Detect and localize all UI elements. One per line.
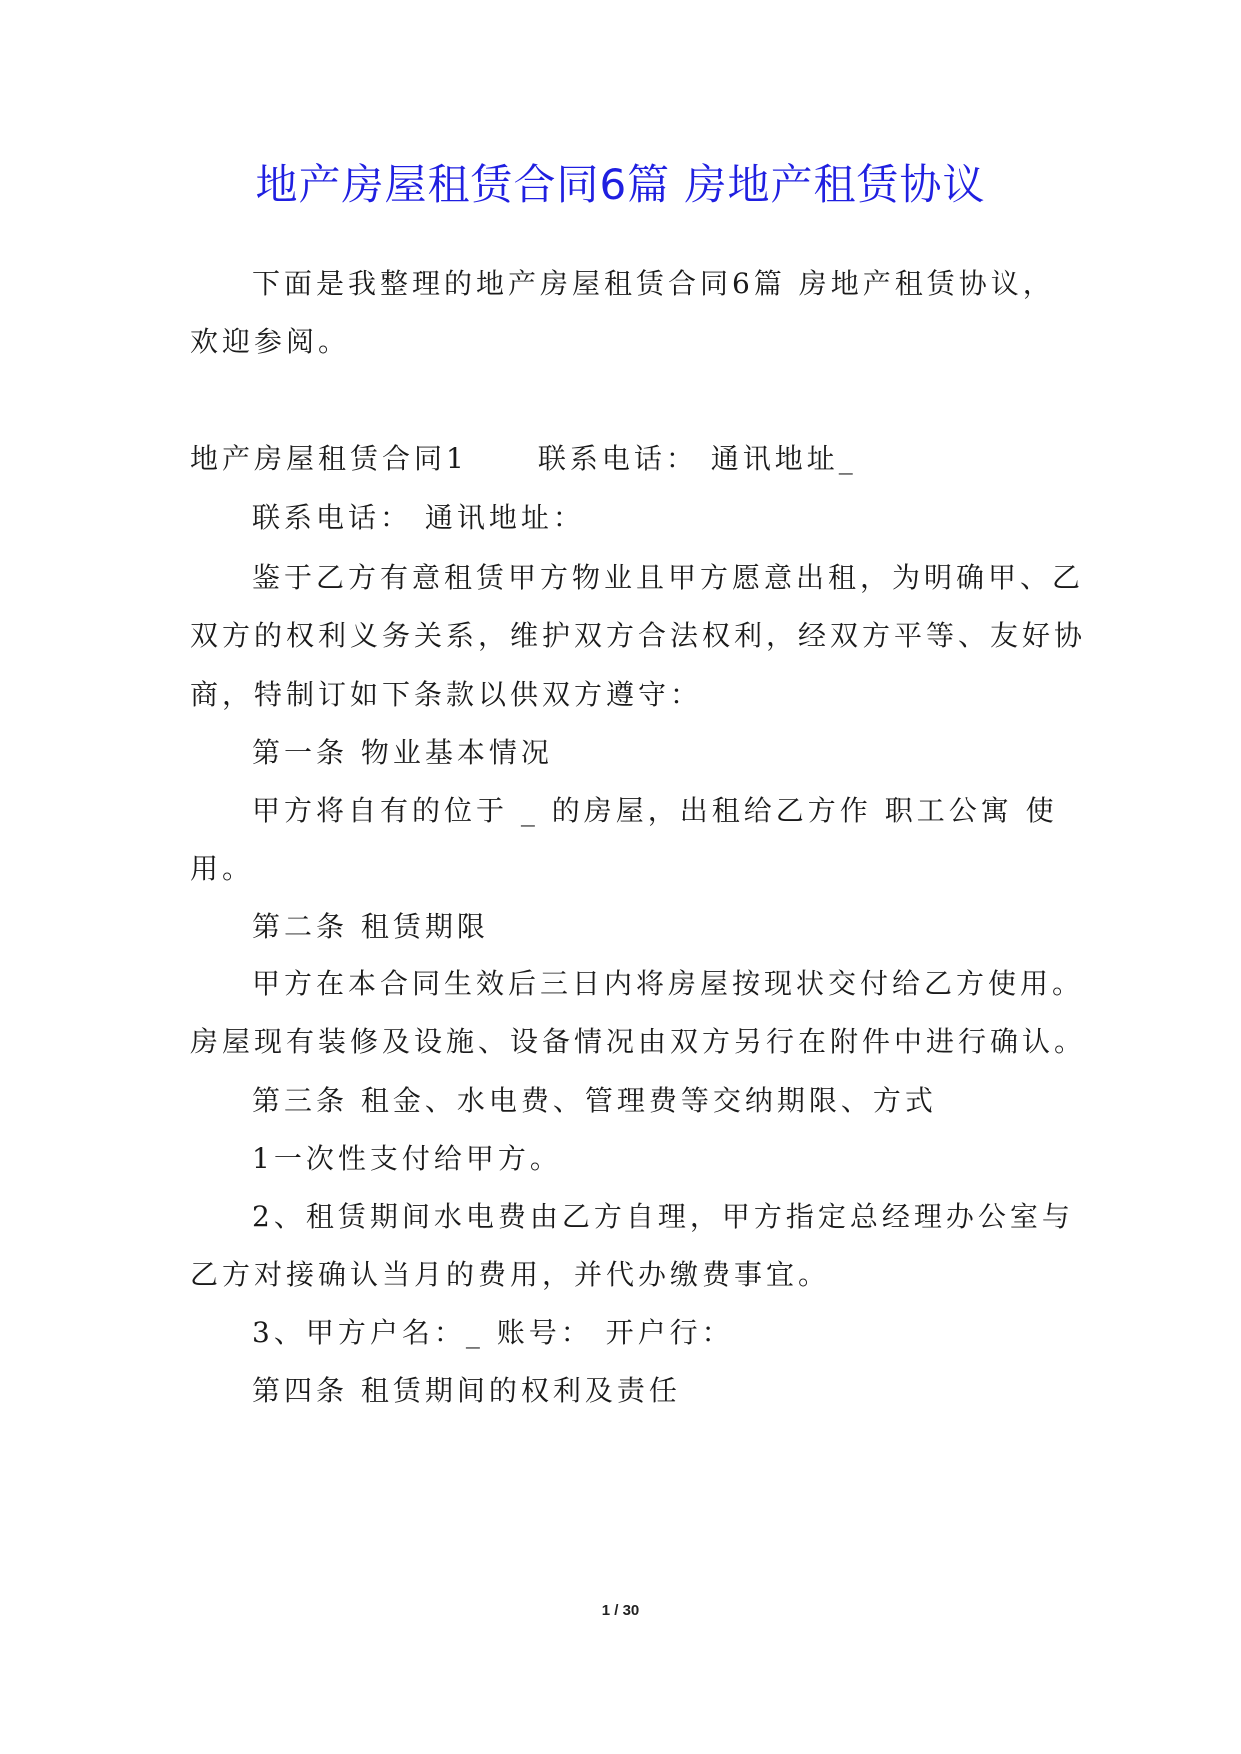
document-title: 地产房屋租赁合同6篇 房地产租赁协议 — [255, 160, 986, 209]
article-3-item-1: 1一次性支付给甲方。 — [252, 1142, 562, 1175]
preamble-line-1: 鉴于乙方有意租赁甲方物业且甲方愿意出租，为明确甲、乙 — [252, 561, 1085, 594]
article-2-line-2: 房屋现有装修及设施、设备情况由双方另行在附件中进行确认。 — [190, 1025, 1087, 1058]
article-3-item-2-line-2: 乙方对接确认当月的费用，并代办缴费事宜。 — [190, 1258, 831, 1291]
page-number: 1 / 30 — [601, 1602, 640, 1619]
article-2-title: 第二条 租赁期限 — [252, 910, 489, 943]
article-3-item-3: 3、甲方户名：_ 账号： 开户行： — [252, 1316, 734, 1349]
intro-line-1: 下面是我整理的地产房屋租赁合同6篇 房地产租赁协议， — [252, 267, 1055, 300]
contract-heading — [190, 437, 857, 477]
article-3-title: 第三条 租金、水电费、管理费等交纳期限、方式 — [252, 1084, 937, 1117]
article-2-line-1: 甲方在本合同生效后三日内将房屋按现状交付给乙方使用。 — [252, 967, 1085, 1000]
intro-line-2: 欢迎参阅。 — [190, 325, 351, 358]
preamble-line-2: 双方的权利义务关系，维护双方合法权利，经双方平等、友好协 — [190, 619, 1087, 652]
article-4-title: 第四条 租赁期间的权利及责任 — [252, 1374, 681, 1407]
contract-heading-title: 地产房屋租赁合同1 — [190, 442, 468, 475]
contact-line: 联系电话： 通讯地址： — [252, 501, 585, 534]
contract-heading-contact: 联系电话： 通讯地址_ — [537, 442, 857, 475]
article-3-item-2-line-1: 2、租赁期间水电费由乙方自理，甲方指定总经理办公室与 — [252, 1200, 1074, 1233]
article-1-line-1: 甲方将自有的位于 _ 的房屋，出租给乙方作 职工公寓 使 — [252, 794, 1058, 827]
article-1-line-2: 用。 — [190, 852, 255, 885]
article-1-title: 第一条 物业基本情况 — [252, 736, 553, 769]
preamble-line-3: 商，特制订如下条款以供双方遵守： — [190, 678, 703, 711]
